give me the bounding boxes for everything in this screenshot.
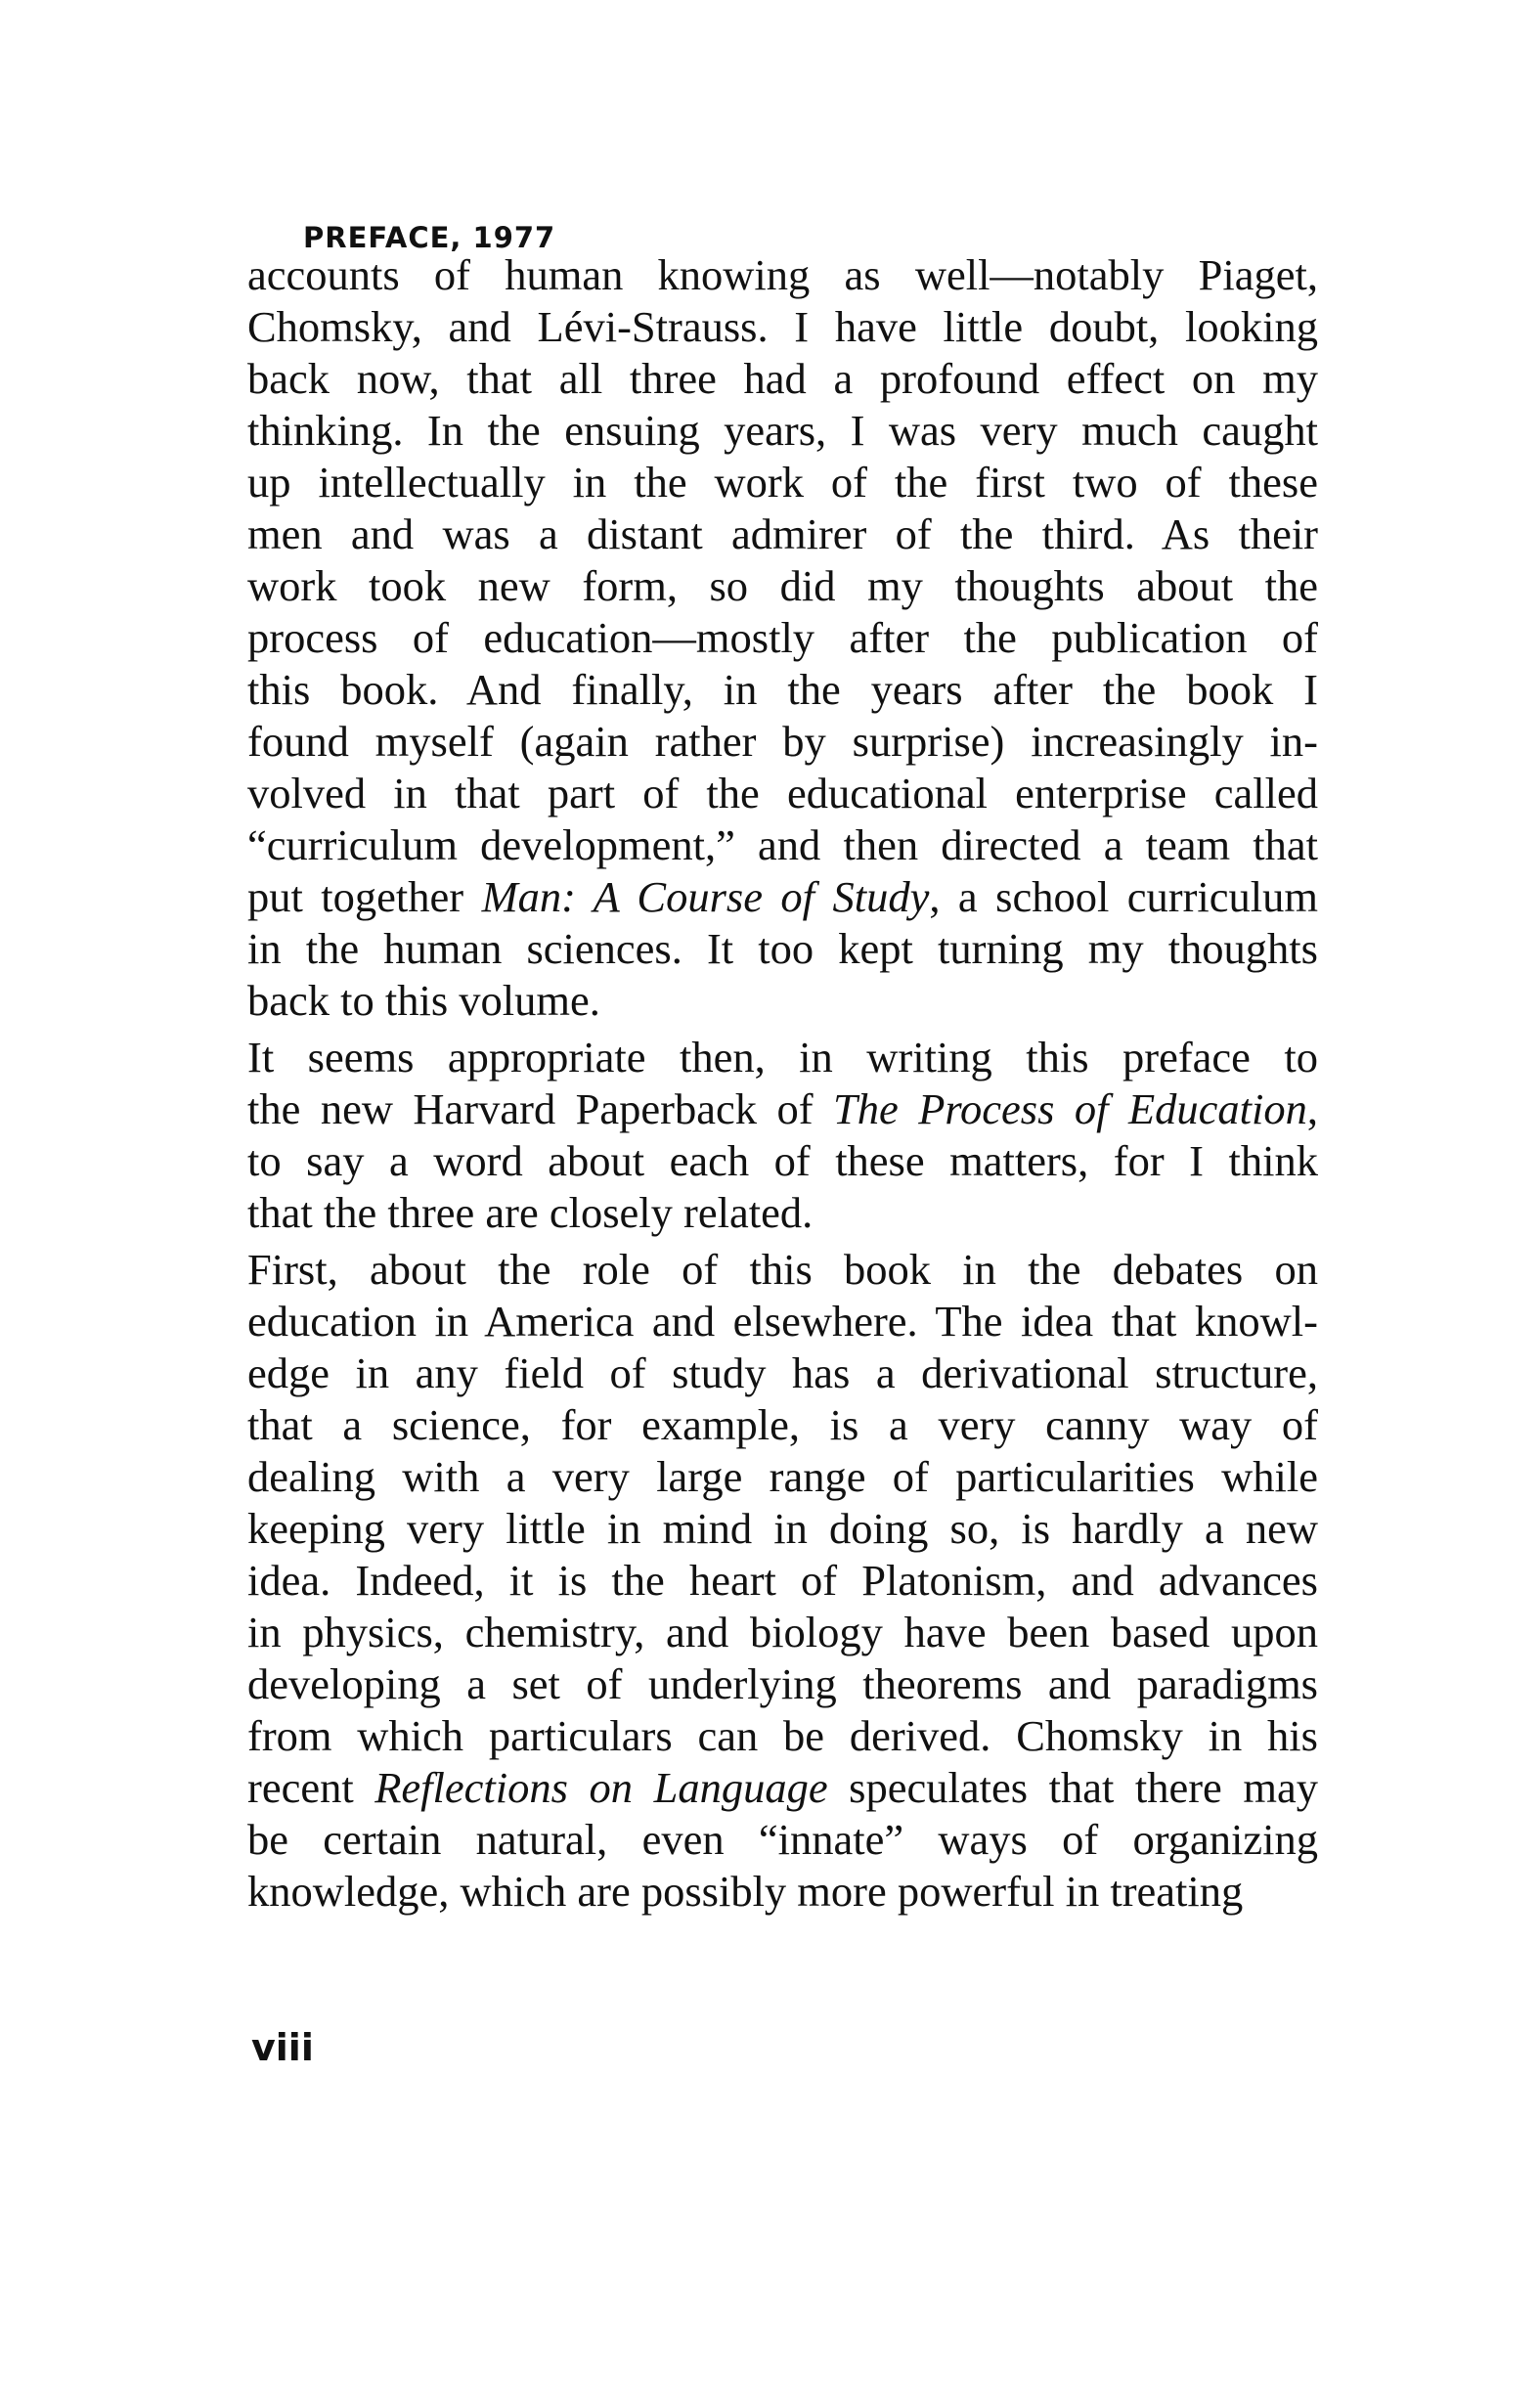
text-line (247, 1451, 1318, 1503)
text-line (247, 871, 1318, 923)
text-line (247, 1814, 1318, 1866)
text-line (247, 1187, 1318, 1239)
text-run: be certain natural, even “innate” ways of organizing (247, 1815, 1318, 1864)
text-line (247, 1607, 1318, 1658)
text-run: knowledge, which are possibly more powerful in treating (247, 1867, 1244, 1916)
text-run: back to this volume. (247, 976, 600, 1025)
text-run: men and was a distant admirer of the third. As their (247, 509, 1318, 558)
text-line (247, 1866, 1318, 1918)
italic-title: Man: A Course of Study (481, 872, 930, 921)
text-line (247, 1347, 1318, 1399)
text-run: idea. Indeed, it is the heart of Platonism, and advances (247, 1556, 1318, 1605)
text-run: It seems appropriate then, in writing this preface to (247, 1033, 1318, 1082)
text-line (247, 405, 1318, 457)
text-run: developing a set of underlying theorems and paradigms (247, 1659, 1318, 1708)
text-run: volved in that part of the educational enterprise called (247, 769, 1318, 817)
text-run: thinking. In the ensuing years, I was very much caught (247, 406, 1318, 455)
text-run: work took new form, so did my thoughts about the (247, 561, 1318, 610)
text-run: dealing with a very large range of particularities while (247, 1452, 1318, 1501)
page-number: viii (251, 2026, 314, 2069)
text-line (247, 716, 1318, 768)
text-line (247, 301, 1318, 353)
text-run: edge in any field of study has a derivational structure, (247, 1348, 1318, 1397)
text-line (247, 612, 1318, 664)
text-run: put together (247, 872, 482, 921)
text-run: education in America and elsewhere. The idea that knowl- (247, 1297, 1318, 1346)
text-line (247, 353, 1318, 405)
text-line (247, 457, 1318, 508)
text-line (247, 560, 1318, 612)
paragraph (247, 249, 1318, 1027)
text-line (247, 1244, 1318, 1296)
text-line (247, 508, 1318, 560)
text-run: keeping very little in mind in doing so, is hardly a new (247, 1504, 1318, 1553)
text-line (247, 1083, 1318, 1135)
body-text (247, 249, 1318, 1918)
text-run: in the human sciences. It too kept turning my thoughts (247, 924, 1318, 973)
text-line (247, 1135, 1318, 1187)
text-run: up intellectually in the work of the first two of these (247, 458, 1318, 507)
text-run: First, about the role of this book in the debates on (247, 1245, 1318, 1294)
text-run: process of education—mostly after the publication of (247, 613, 1318, 662)
text-line (247, 1710, 1318, 1762)
paragraph (247, 1244, 1318, 1918)
text-line (247, 1762, 1318, 1814)
text-run: the new Harvard Paperback of (247, 1084, 833, 1133)
text-run: recent (247, 1763, 375, 1812)
text-run: in physics, chemistry, and biology have been based upon (247, 1608, 1318, 1656)
text-run: , (1306, 1084, 1319, 1133)
text-line (247, 768, 1318, 819)
paragraph (247, 1032, 1318, 1239)
text-run: to say a word about each of these matters, for I think (247, 1136, 1318, 1185)
running-head: PREFACE, 1977 (303, 221, 556, 254)
text-line (247, 1658, 1318, 1710)
text-run: back now, that all three had a profound effect on my (247, 354, 1318, 403)
text-run: from which particulars can be derived. Chomsky in his (247, 1711, 1318, 1760)
text-line (247, 249, 1318, 301)
text-line (247, 923, 1318, 975)
text-run: that a science, for example, is a very canny way of (247, 1400, 1318, 1449)
text-run: “curriculum development,” and then directed a team that (247, 820, 1318, 869)
text-line (247, 1503, 1318, 1555)
text-run: Chomsky, and Lévi-Strauss. I have little doubt, looking (247, 302, 1318, 351)
text-run: that the three are closely related. (247, 1188, 814, 1237)
text-line (247, 819, 1318, 871)
text-run: speculates that there may (827, 1763, 1318, 1812)
text-line (247, 1032, 1318, 1083)
italic-title: The Process of Education (832, 1084, 1307, 1133)
text-line (247, 664, 1318, 716)
text-line (247, 1296, 1318, 1347)
text-line (247, 975, 1318, 1027)
text-run: accounts of human knowing as well—notably Piaget, (247, 250, 1318, 299)
text-run: , a school curriculum (929, 872, 1318, 921)
text-line (247, 1399, 1318, 1451)
text-run: this book. And finally, in the years after the book I (247, 665, 1318, 714)
text-run: found myself (again rather by surprise) increasingly in- (247, 717, 1318, 766)
italic-title: Reflections on Language (374, 1763, 828, 1812)
text-line (247, 1555, 1318, 1607)
